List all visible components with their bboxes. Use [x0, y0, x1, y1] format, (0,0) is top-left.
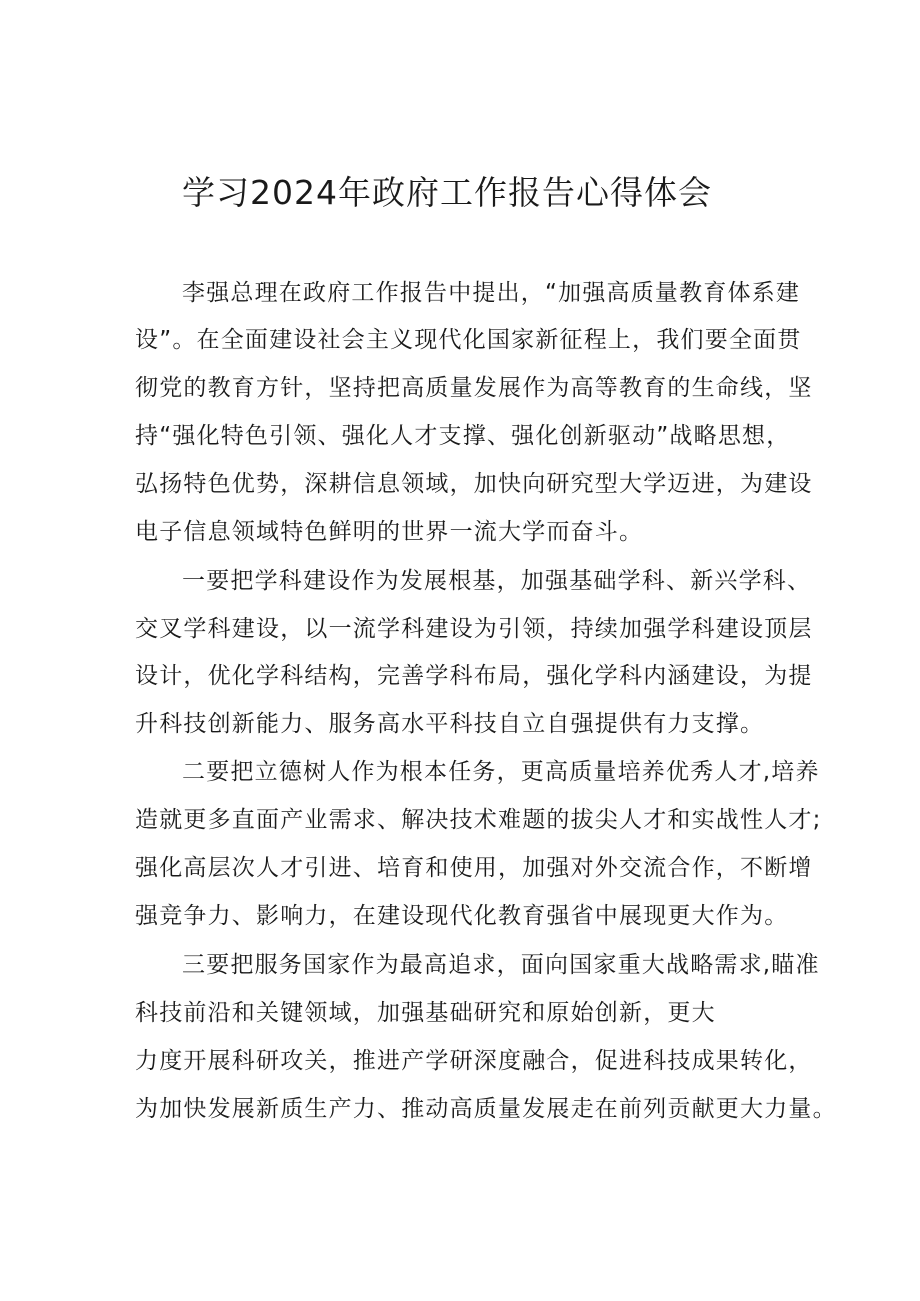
paragraph-2-line-3: 设计，优化学科结构，完善学科布局，强化学科内涵建设，为提: [135, 663, 813, 689]
paragraph-1-line-5: 弘扬特色优势，深耕信息领域，加快向研究型大学迈进，为建设: [135, 471, 813, 497]
paragraph-3-line-3: 强化高层次人才引进、培育和使用，加强对外交流合作，不断增: [135, 855, 813, 881]
paragraph-4-line-4: 为加快发展新质生产力、推动高质量发展走在前列贡献更大力量。: [135, 1096, 837, 1122]
paragraph-1-line-6: 电子信息领域特色鲜明的世界一流大学而奋斗。: [135, 519, 644, 545]
paragraph-3-line-4: 强竞争力、影响力，在建设现代化教育强省中展现更大作为。: [135, 903, 789, 929]
paragraph-4-line-2: 科技前沿和关键领域，加强基础研究和原始创新，更大: [135, 1000, 716, 1026]
document-title: 学习2024年政府工作报告心得体会: [182, 173, 712, 212]
paragraph-3-line-1: 二要把立德树人作为根本任务，更高质量培养优秀人才,培养: [182, 759, 820, 785]
paragraph-2-line-2: 交叉学科建设，以一流学科建设为引领，持续加强学科建设顶层: [135, 616, 813, 642]
paragraph-4-line-1: 三要把服务国家作为最高追求，面向国家重大战略需求,瞄准: [182, 952, 820, 978]
paragraph-1-line-4: 持“强化特色引领、强化人才支撑、强化创新驱动”战略思想，: [135, 423, 791, 449]
paragraph-1-line-3: 彻党的教育方针，坚持把高质量发展作为高等教育的生命线，坚: [135, 375, 813, 401]
paragraph-1-line-1: 李强总理在政府工作报告中提出，“加强高质量教育体系建: [182, 280, 801, 306]
paragraph-1-line-2: 设”。在全面建设社会主义现代化国家新征程上，我们要全面贯: [135, 327, 802, 353]
paragraph-3-line-2: 造就更多直面产业需求、解决技术难题的拔尖人才和实战性人才;: [135, 807, 822, 833]
paragraph-2-line-1: 一要把学科建设作为发展根基，加强基础学科、新兴学科、: [182, 568, 812, 594]
paragraph-4-line-3: 力度开展科研攻关，推进产学研深度融合，促进科技成果转化，: [135, 1048, 813, 1074]
paragraph-2-line-4: 升科技创新能力、服务高水平科技自立自强提供有力支撑。: [135, 711, 765, 737]
